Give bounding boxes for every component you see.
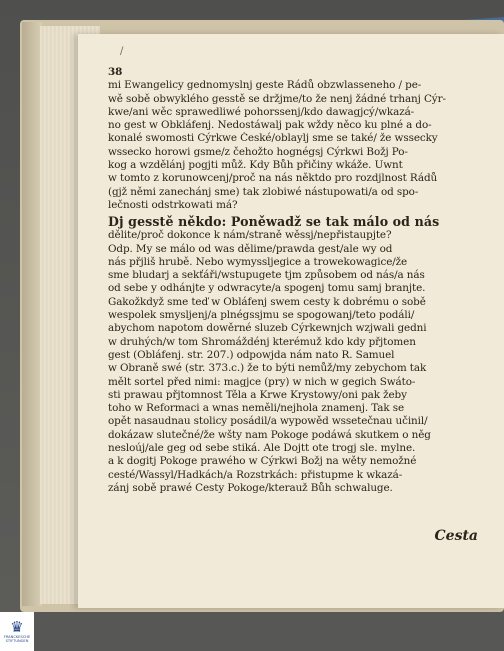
text-line: w tomto z korunowcenj/proč na nás něktdo pro rozdjlnost Rádů: [108, 172, 438, 185]
book-spine: [22, 22, 42, 606]
text-line: nás přjliš hrubě. Nebo wymyssljegice a trowekowagice/že: [108, 255, 408, 268]
text-line: zánj sobě prawé Cesty Pokoge/kterauž Bůh schwaluge.: [108, 481, 393, 494]
text-line: sme bludarj a sekťáři/wstupugete tjm způsobem od nás/a nás: [108, 269, 425, 282]
text-line: wespolek smysljenj/a plnégssjmu se spogowanj/teto podáli/: [108, 309, 415, 322]
corner-mark: /: [120, 46, 124, 57]
page-text: [108, 66, 490, 495]
footer-bar: [34, 612, 504, 651]
crown-icon: ♛: [10, 618, 24, 636]
text-line: nesloúj/ale geg od sebe stiká. Ale Dojtt ote trogj sle. mylne.: [108, 442, 416, 455]
logo-text: FRANCKESCHE STIFTUNGEN: [3, 635, 31, 643]
text-line: Gakožkdyž sme teď w Obláfenj swem cesty k dobrému o sobě: [108, 295, 426, 308]
page-number: 38: [108, 66, 123, 78]
heading-continuation: dělite/proč dokonce k nám/straně wěssj/nepřistaupjte?: [108, 229, 392, 242]
text-line: dokázaw slutečné/že wšty nam Pokoge podáwá skutkem o něg: [108, 428, 431, 441]
text-line: w druhých/w tom Shromáždénj kterémuž kdo kdy přjtomen: [108, 335, 416, 348]
text-line: toho w Reformaci a wnas neměli/nejhola znamenj. Tak se: [108, 402, 405, 415]
text-line: no gest w Obkláfenj. Nedostáwalj pak wždy něco ku plné a do-: [108, 119, 432, 132]
text-line: od sebe y odhánjte y odwracyte/a spogenj tomu samj branjte.: [108, 282, 426, 295]
text-line: kwe/ani wěc sprawedliwé pohorssenj/kdo dawagjcý/wkazá-: [108, 105, 415, 118]
text-line: cesté/Wassyl/Hadkách/a Rozstrkách: přistupme k wkazá-: [108, 468, 403, 481]
text-line: wssecko horowi gsme/z čehožto hognégsj Cýrkwi Božj Po-: [108, 145, 408, 158]
catchword: Cesta: [434, 528, 478, 544]
text-line: gest (Obláfenj. str. 207.) odpowjda nám nato R. Samuel: [108, 348, 395, 361]
text-line: lečnosti odstrkowati má?: [108, 198, 238, 211]
text-line: Odp. My se málo od was dělime/prawda gest/ale wy od: [108, 242, 393, 255]
text-line: [108, 66, 490, 79]
text-line: mi Ewangelicy gednomyslnj geste Rádů obzwlasseneho / pe-: [108, 79, 422, 92]
text-line: kog a wzdělánj pogjti můž. Kdy Bůh přičiny wkáže. Uwnt: [108, 159, 403, 172]
text-line: (gjž němi zanechánj sme) tak zlobiwé nástupowati/a od spo-: [108, 185, 419, 198]
text-line: opět nasaudnau stolicy posádil/a wypowěd wssetečnau učinil/: [108, 415, 428, 428]
text-line: konalé swomosti Cýrkwe České/oblaylj sme se také/ že wssecky: [108, 132, 438, 145]
text-line: a k dogitj Pokoge prawého w Cýrkwi Božj na wěty nemožné: [108, 455, 417, 468]
text-line: w Obraně swé (str. 373.c.) že to býti nemůž/my zebychom tak: [108, 362, 427, 375]
text-line: abychom napotom dowěrné sluzeb Cýrkewnjch wzjwali gedni: [108, 322, 427, 335]
text-line: wě sobě obwyklého gesstě se držjme/to že nenj žádné trhanj Cýr-: [108, 92, 446, 105]
text-line: mělt sortel před nimi: magjce (pry) w nich w gegich Swáto-: [108, 375, 416, 388]
section-heading: Dj gesstě někdo: Poněwadž se tak málo od nás: [108, 214, 440, 230]
text-line: sti prawau přjtomnost Těla a Krwe Krystowy/oni pak žeby: [108, 388, 407, 401]
institution-logo: [0, 612, 34, 651]
